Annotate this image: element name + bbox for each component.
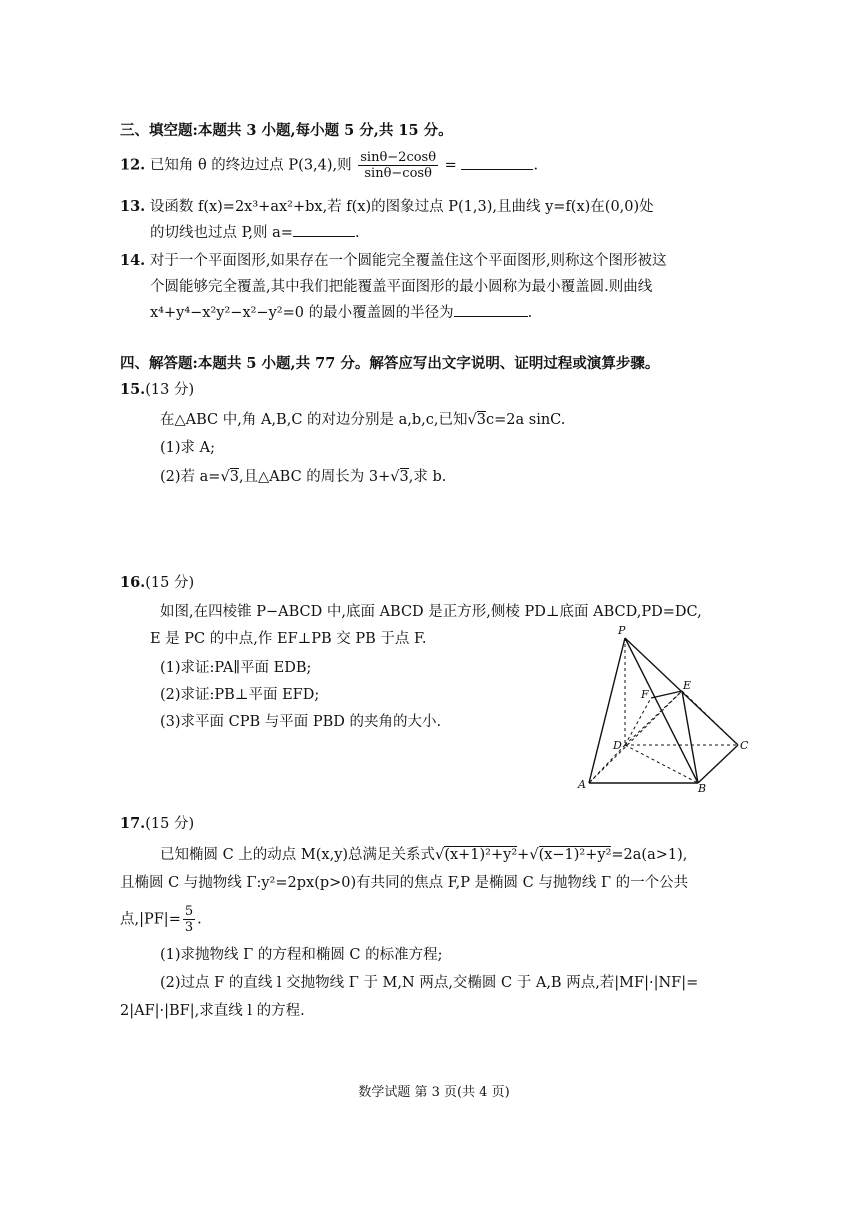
q13-text-line1: 设函数 f(x)=2x³+ax²+bx,若 f(x)的图象过点 P(1,3),且曲线 y=f(x)在(0,0)处 xyxy=(149,199,654,215)
q16-part1: (1)求证:PA∥平面 EDB; xyxy=(160,660,312,676)
q17-line1: 已知椭圆 C 上的动点 M(x,y)总满足关系式√(x+1)²+y²+√(x−1)²+y²=2a(a>1), xyxy=(160,847,688,863)
q13-number: 13. xyxy=(120,198,146,215)
q13-text-line2: 的切线也过点 P,则 a= xyxy=(150,225,293,241)
q13-line2: 的切线也过点 P,则 a= . xyxy=(150,225,360,241)
q15-stem: 在△ABC 中,角 A,B,C 的对边分别是 a,b,c,已知√3c=2a sinC. xyxy=(160,412,566,428)
page-footer: 数学试题 第 3 页(共 4 页) xyxy=(358,1085,510,1100)
q17-score: (15 分) xyxy=(145,816,195,832)
q16-number: 16. xyxy=(120,574,146,591)
q17-header xyxy=(120,814,194,834)
q17-frac-num: 5 xyxy=(184,904,194,919)
section3-heading: 三、填空题:本题共 3 小题,每小题 5 分,共 15 分。 xyxy=(120,122,453,139)
q14-number: 14. xyxy=(120,252,146,269)
q15-p2-sqrt2: 3 xyxy=(399,469,409,485)
edge-PA xyxy=(589,638,625,783)
section4-heading: 四、解答题:本题共 5 小题,共 77 分。解答应写出文字说明、证明过程或演算步骤。 xyxy=(120,355,660,372)
edge-DB xyxy=(625,745,698,783)
edge-FE xyxy=(651,691,682,698)
q15-part2: (2)若 a=√3,且△ABC 的周长为 3+√3,求 b. xyxy=(160,469,447,485)
label-P: P xyxy=(618,624,626,637)
q15-stem-b: c=2a sinC. xyxy=(486,412,566,428)
q17-line3-b: . xyxy=(197,911,202,928)
q12-fraction xyxy=(358,150,438,181)
q16-line1: 如图,在四棱锥 P−ABCD 中,底面 ABCD 是正方形,侧棱 PD⊥底面 ABCD,PD=DC, xyxy=(160,604,702,620)
q12-frac-den: sinθ−cosθ xyxy=(364,166,432,181)
q14-line3: x⁴+y⁴−x²y²−x²−y²=0 的最小覆盖圆的半径为 . xyxy=(150,305,533,321)
q14-answer-blank xyxy=(454,304,528,317)
q17-part1: (1)求抛物线 Γ 的方程和椭圆 C 的标准方程; xyxy=(160,947,443,963)
q17-line3 xyxy=(120,904,202,935)
q16-line2: E 是 PC 的中点,作 EF⊥PB 交 PB 于点 F. xyxy=(150,631,427,647)
q17-number: 17. xyxy=(120,815,146,832)
q14-text-line3: x⁴+y⁴−x²y²−x²−y²=0 的最小覆盖圆的半径为 xyxy=(150,305,454,321)
edge-DF xyxy=(625,698,651,745)
label-F: F xyxy=(641,688,649,701)
q15-p2-c: ,求 b. xyxy=(408,469,447,485)
q12-text: 已知角 θ 的终边过点 P(3,4),则 xyxy=(149,157,352,174)
q17-plus: + xyxy=(517,847,530,863)
q12-frac-num: sinθ−2cosθ xyxy=(360,150,437,165)
q17-part2-line2: 2|AF|·|BF|,求直线 l 的方程. xyxy=(120,1003,305,1019)
question-12: 12. 已知角 θ 的终边过点 P(3,4),则 $\frac{\sin\theta-2\cos\theta}{\sin\theta-\cos\theta}$ = . xyxy=(120,150,539,181)
q14-line2: 个圆能够完全覆盖,其中我们把能覆盖平面图形的最小圆称为最小覆盖圆.则曲线 xyxy=(150,279,653,295)
q17-part2-line1: (2)过点 F 的直线 l 交抛物线 Γ 于 M,N 两点,交椭圆 C 于 A,B 两点,若|MF|·|NF|= xyxy=(160,975,699,991)
q17-sqrt1: (x+1)²+y² xyxy=(444,847,518,863)
q15-p2-a: (2)若 a= xyxy=(160,469,221,485)
q17-line2: 且椭圆 C 与抛物线 Γ:y²=2px(p>0)有共同的焦点 F,P 是椭圆 C 与抛物线 Γ 的一个公共 xyxy=(120,875,689,891)
label-E: E xyxy=(683,679,692,692)
q15-p2-b: ,且△ABC 的周长为 3+ xyxy=(238,469,391,485)
q15-number: 15. xyxy=(120,381,146,398)
q17-line3-a: 点,|PF|= xyxy=(120,911,181,928)
q17-fraction xyxy=(183,904,195,935)
q15-stem-sqrt: 3 xyxy=(476,412,486,428)
q15-part1: (1)求 A; xyxy=(160,440,216,456)
label-D: D xyxy=(613,739,622,752)
q13-line1 xyxy=(120,197,654,217)
q15-header xyxy=(120,380,194,400)
q17-line1-b: =2a(a>1), xyxy=(611,847,688,863)
q17-line1-a: 已知椭圆 C 上的动点 M(x,y)总满足关系式 xyxy=(160,847,436,863)
q16-part3: (3)求平面 CPB 与平面 PBD 的夹角的大小. xyxy=(160,714,442,730)
label-C: C xyxy=(740,739,749,752)
q14-line1 xyxy=(120,251,667,271)
edge-DE xyxy=(625,691,682,745)
edge-BC xyxy=(698,745,738,783)
q17-frac-den: 3 xyxy=(184,920,194,935)
q12-answer-blank xyxy=(461,157,533,170)
q15-p2-sqrt: 3 xyxy=(229,469,239,485)
q12-number: 12. xyxy=(120,156,146,174)
q15-score: (13 分) xyxy=(145,382,195,398)
label-A: A xyxy=(578,778,586,791)
q15-stem-a: 在△ABC 中,角 A,B,C 的对边分别是 a,b,c,已知 xyxy=(160,412,468,428)
q16-part2: (2)求证:PB⊥平面 EFD; xyxy=(160,687,320,703)
q12-equals: = xyxy=(444,157,457,174)
q14-text-line1: 对于一个平面图形,如果存在一个圆能完全覆盖住这个平面图形,则称这个图形被这 xyxy=(149,253,667,269)
q13-answer-blank xyxy=(293,224,355,237)
q16-score: (15 分) xyxy=(145,575,195,591)
pyramid-figure xyxy=(575,622,750,794)
q17-sqrt2: (x−1)²+y² xyxy=(538,847,612,863)
edge-AE xyxy=(589,691,682,783)
label-B: B xyxy=(698,782,707,794)
q16-header xyxy=(120,573,194,593)
